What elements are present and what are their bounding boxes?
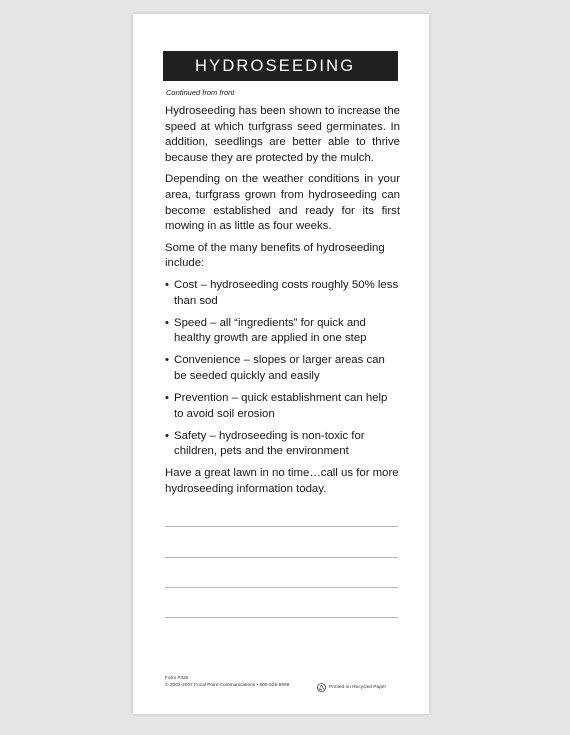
benefit-text: Cost – hydroseeding costs roughly 50% less than sod — [174, 278, 399, 307]
bullet-icon: • — [165, 429, 169, 442]
continued-note: Continued from front — [166, 88, 235, 97]
write-in-line — [165, 557, 398, 558]
bullet-icon: • — [165, 354, 169, 367]
copyright-text: © 2002-2007 Focal Point Communications • 800-525-6999 — [165, 682, 290, 688]
flyer-card — [133, 14, 429, 714]
paragraph-intro: Hydroseeding has been shown to increase the speed at which turfgrass seed germinates. In addition, seedlings are better able to thrive because they are protected by the mulch. — [165, 105, 400, 164]
paragraph-weather: Depending on the weather conditions in your area, turfgrass grown from hydroseeding can become established and ready for its first mowing in as little as four weeks. — [165, 173, 400, 233]
benefits-list — [165, 278, 400, 460]
list-item — [165, 391, 400, 422]
recycled-paper-note: Printed on Recycled Paper — [329, 685, 387, 690]
list-item — [165, 316, 400, 347]
closing-text: Have a great lawn in no time…call us for more hydroseeding information today. — [165, 467, 399, 495]
list-item — [165, 278, 400, 309]
benefit-text: Convenience – slopes or larger areas can be seeded quickly and easily — [174, 354, 385, 382]
form-number: Form #326 — [165, 676, 189, 681]
benefit-text: Prevention – quick establishment can help to avoid soil erosion — [174, 392, 388, 420]
bullet-icon: • — [165, 392, 169, 404]
bullet-icon: • — [165, 316, 169, 329]
write-in-line — [165, 587, 398, 588]
bullet-icon: • — [165, 278, 169, 291]
benefit-text: Speed – all “ingredients” for quick and healthy growth are applied in one step — [174, 316, 367, 345]
benefit-text: Safety – hydroseeding is non-toxic for children, pets and the environment — [174, 429, 365, 458]
write-in-line — [165, 526, 398, 527]
write-in-line — [165, 617, 398, 618]
header-bar — [163, 51, 398, 81]
paragraph-benefits-intro: Some of the many benefits of hydroseeding include: — [165, 241, 385, 270]
list-item — [165, 353, 400, 384]
list-item — [165, 429, 400, 460]
body-text — [165, 104, 400, 504]
recycle-icon — [317, 683, 326, 692]
page-title: HYDROSEEDING — [195, 57, 356, 75]
